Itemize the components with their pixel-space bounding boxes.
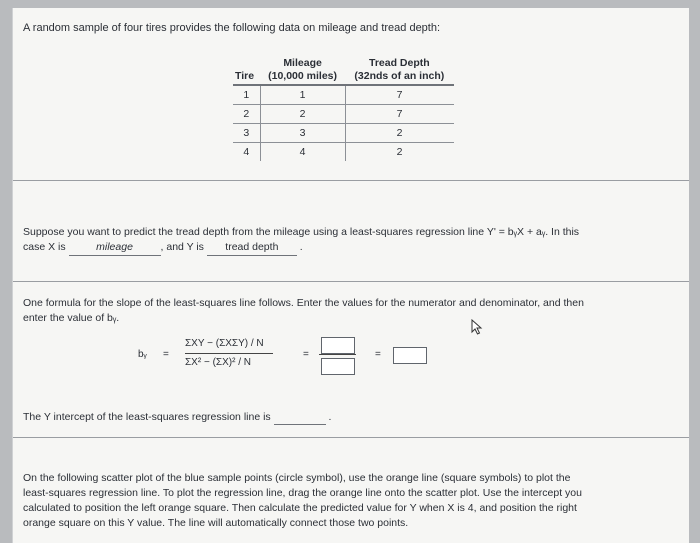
intercept-input[interactable] [274,412,326,425]
equals-sign-3: = [375,349,381,360]
input-fraction-bar [319,354,356,355]
formula-fraction-bar [185,353,273,354]
table-row [233,105,454,124]
scatter-section [13,438,689,543]
table-row [233,143,454,162]
header-tread-title: Tread Depth [368,57,430,69]
cell-tread: 7 [345,85,454,105]
slope-line2: enter the value of bᵧ. [23,312,120,324]
header-mileage-title: Mileage [283,57,322,69]
scatter-line4: orange square on this Y value. The line will automatically connect those two points. [23,517,409,529]
intercept-text: The Y intercept of the least-squares regression line is [23,411,271,423]
cell-mileage: 4 [260,143,345,162]
slope-value-input[interactable] [393,347,427,364]
by-label: bᵧ [138,349,147,360]
mouse-cursor-icon [470,319,484,335]
header-tire: Tire [235,70,255,82]
cell-tire: 2 [233,105,260,124]
case-y-prefix: , and Y is [160,241,204,253]
header-mileage [260,56,345,85]
equals-sign-2: = [303,349,309,360]
case-x-prefix: case X is [23,241,66,253]
cell-mileage: 2 [260,105,345,124]
cell-tread: 2 [345,124,454,143]
x-variable-dropdown[interactable]: mileage [69,240,161,256]
cell-tire: 3 [233,124,260,143]
scatter-line1: On the following scatter plot of the blue sample points (circle symbol), use the orange line (square symbols) to plot the [23,472,571,484]
slope-line1: One formula for the slope of the least-squares line follows. Enter the values for the numerator and denominator, and then [23,297,584,309]
intercept-line [23,410,331,425]
cell-mileage: 1 [260,85,345,105]
cell-tire: 4 [233,143,260,162]
prediction-end: . [299,241,303,253]
data-table [233,56,454,161]
table-row [233,124,454,143]
table-row [233,85,454,105]
question-page [12,8,689,543]
denominator-input[interactable] [321,358,355,375]
cell-mileage: 3 [260,124,345,143]
formula-numerator: ΣXY − (ΣXΣY) / N [185,338,264,349]
prediction-line2 [23,240,303,256]
numerator-input[interactable] [321,337,355,354]
intercept-end: . [328,411,332,423]
intro-text: A random sample of four tires provides the following data on mileage and tread depth: [23,22,441,34]
header-tread-units: (32nds of an inch) [354,70,445,82]
cell-tire: 1 [233,85,260,105]
slope-section [13,282,689,438]
header-tread-depth [345,56,454,85]
header-mileage-units: (10,000 miles) [268,70,338,82]
cell-tread: 7 [345,105,454,124]
equals-sign-1: = [163,349,169,360]
prediction-section [13,181,689,282]
data-section [13,8,689,181]
cell-tread: 2 [345,143,454,162]
formula-denominator: ΣX² − (ΣX)² / N [185,357,251,368]
y-variable-dropdown[interactable]: tread depth [207,240,297,256]
prediction-line1: Suppose you want to predict the tread depth from the mileage using a least-squares regression line Y' = bᵧX + aᵧ. In this [23,226,580,238]
scatter-line3: calculated to position the left orange square. Then calculate the predicted value for Y when X is 4, and position the right [23,502,577,514]
scatter-line2: least-squares regression line. To plot the regression line, drag the orange line onto the scatter plot. Use the intercept you [23,487,582,499]
